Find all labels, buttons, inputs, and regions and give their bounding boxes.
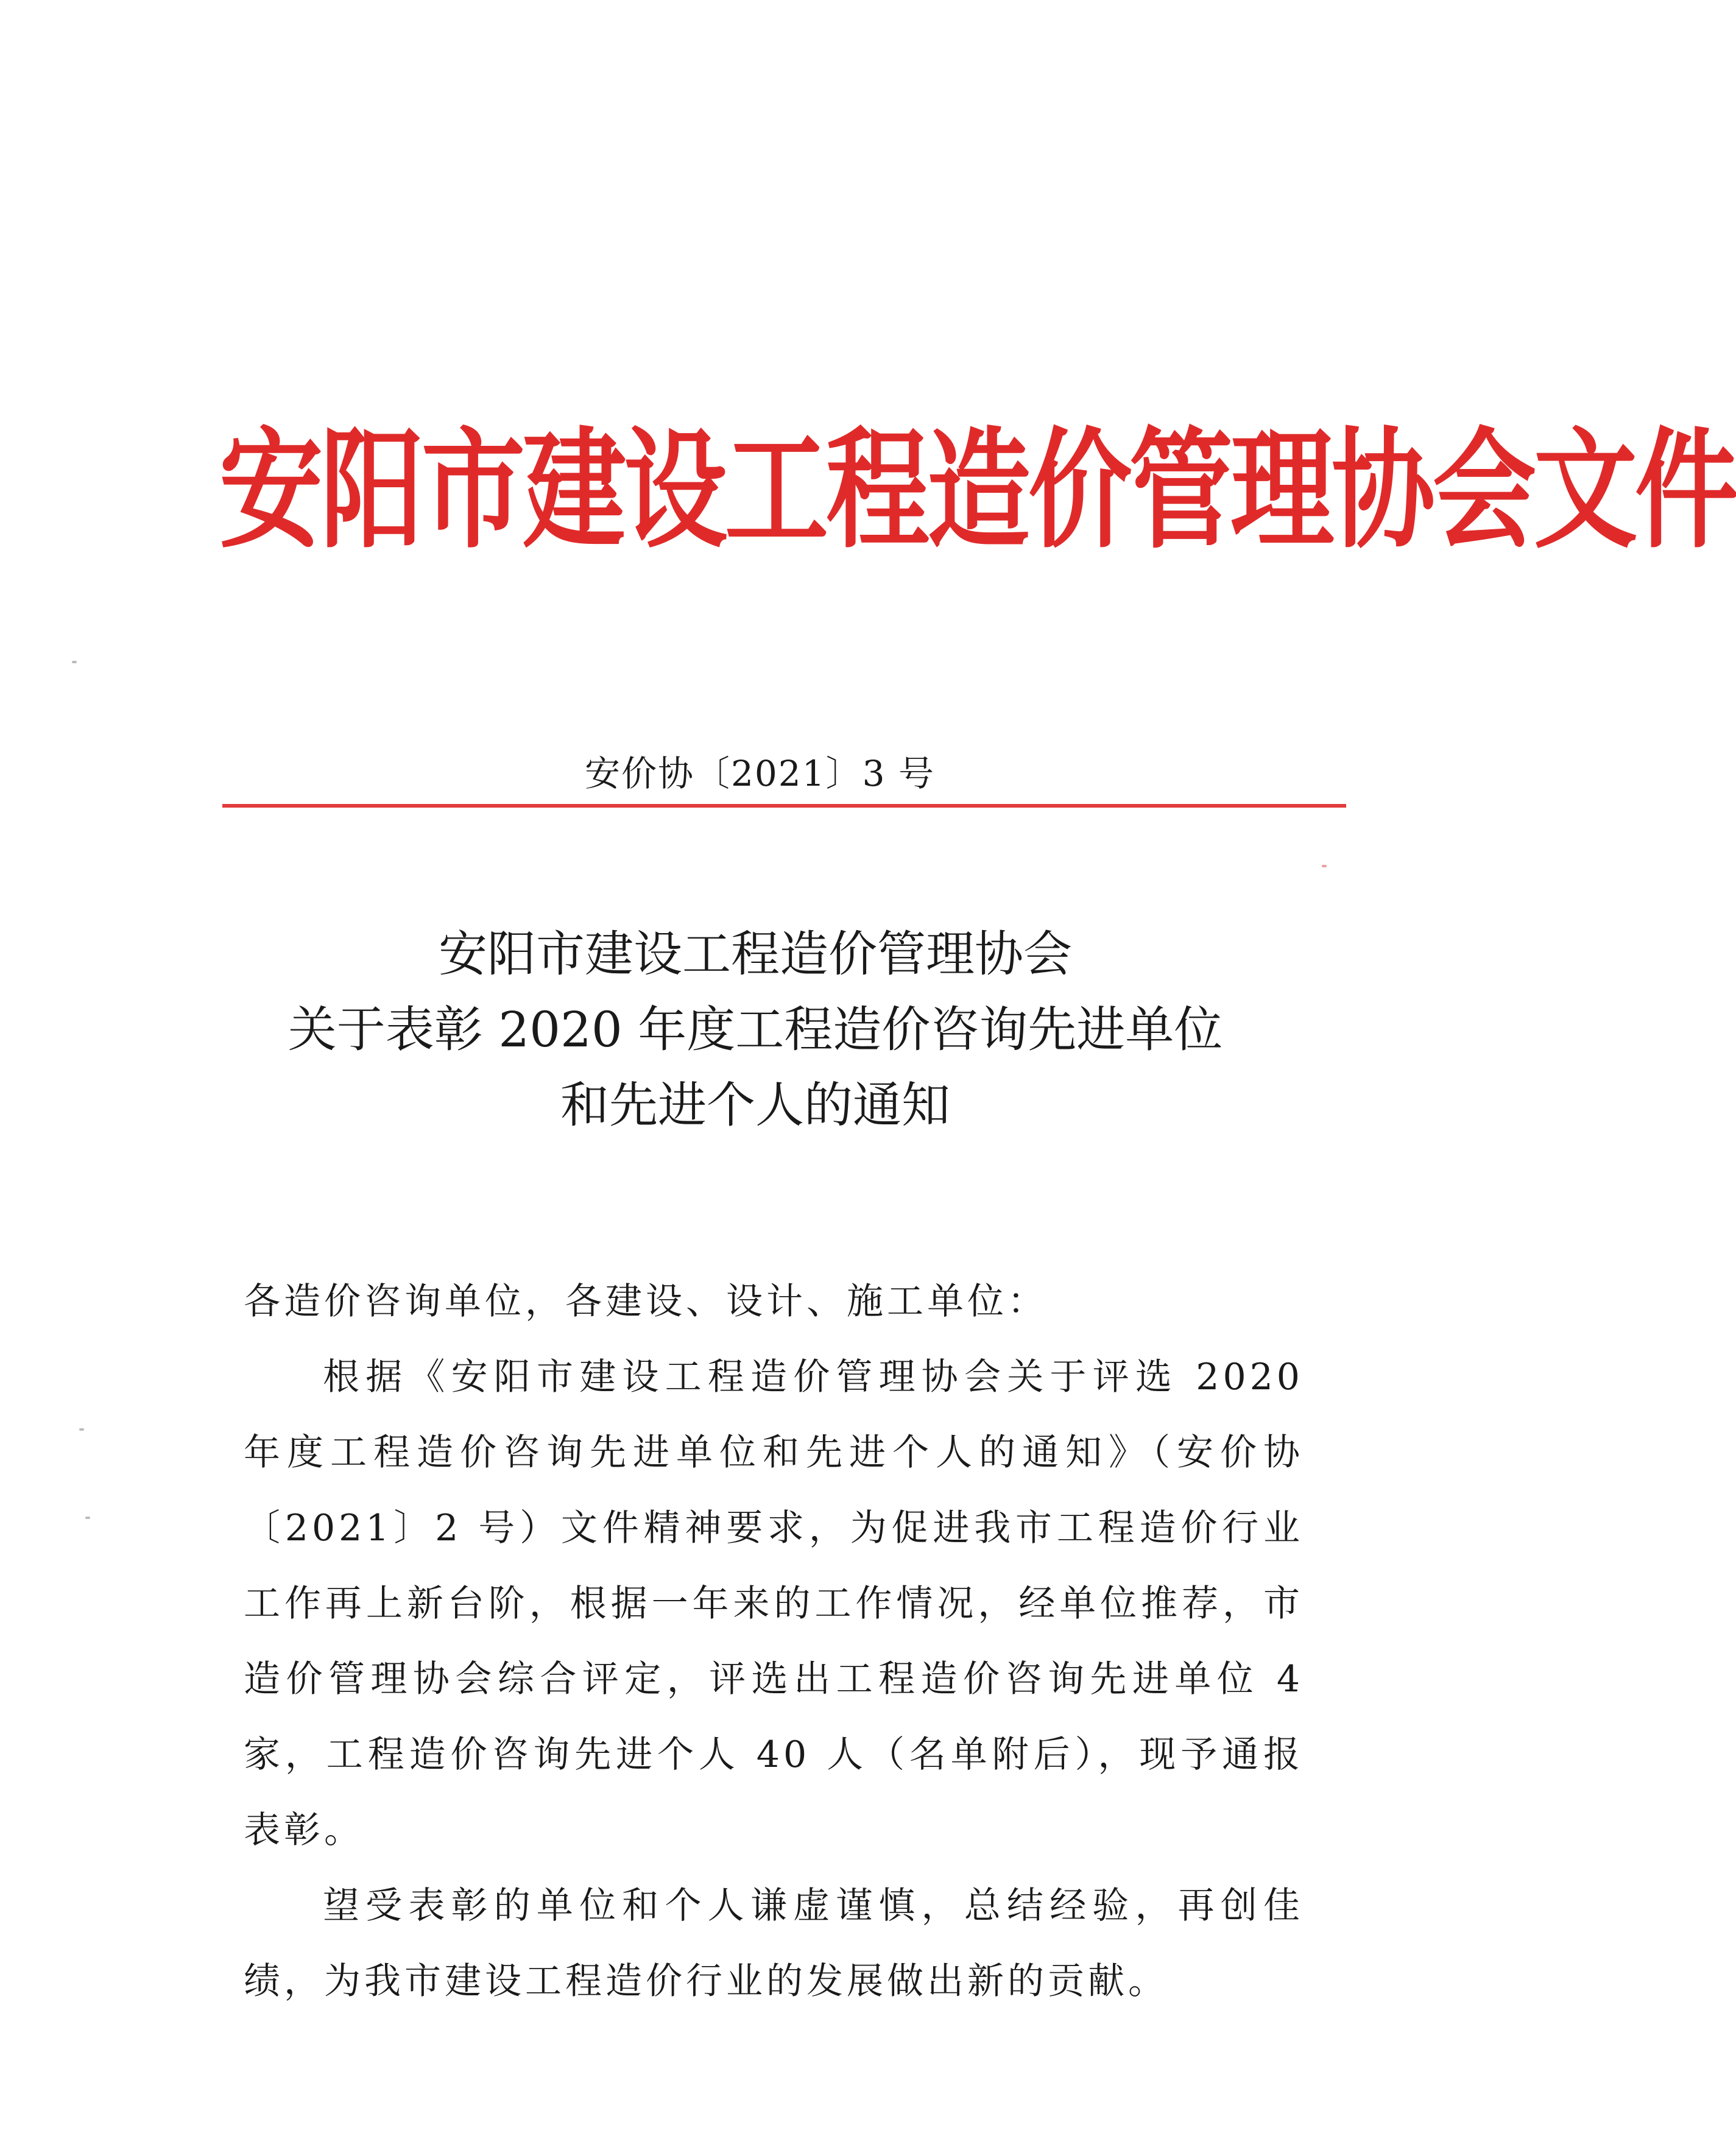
- body-paragraph-2: 望受表彰的单位和个人谦虚谨慎，总结经验，再创佳绩，为我市建设工程造价行业的发展做出新的贡献。: [244, 1884, 1304, 2003]
- body-paragraph-1: 根据《安阳市建设工程造价管理协会关于评选 2020 年度工程造价咨询先进单位和先进个人的通知》（安价协〔2021〕2 号）文件精神要求，为促进我市工程造价行业工作再上新台阶，根据一年来的工作情况，经单位推荐，市造价管理协会综合评定，评选出工程造价咨询先进单位 4 家，工程造价咨询先进个人 40 人（名单附后），现予通报表彰。: [244, 1356, 1304, 1852]
- document-header-title: 安阳市建设工程造价管理协会文件: [219, 414, 1736, 566]
- scan-speck: [79, 1428, 84, 1431]
- notice-title: [183, 917, 1328, 1143]
- salutation: 各造价咨询单位，各建设、设计、施工单位：: [244, 1280, 1048, 1323]
- notice-title-line-3: 和先进个人的通知: [560, 1077, 950, 1133]
- notice-title-line-1: 安阳市建设工程造价管理协会: [439, 926, 1072, 982]
- scan-speck: [1322, 865, 1327, 867]
- scan-speck: [85, 1517, 90, 1519]
- scan-speck: [72, 661, 77, 663]
- red-divider-line: [222, 804, 1346, 808]
- document-number: 安价协〔2021〕3 号: [585, 753, 935, 794]
- notice-body: [244, 1264, 1304, 2019]
- notice-title-line-2: 关于表彰 2020 年度工程造价咨询先进单位: [288, 1001, 1223, 1058]
